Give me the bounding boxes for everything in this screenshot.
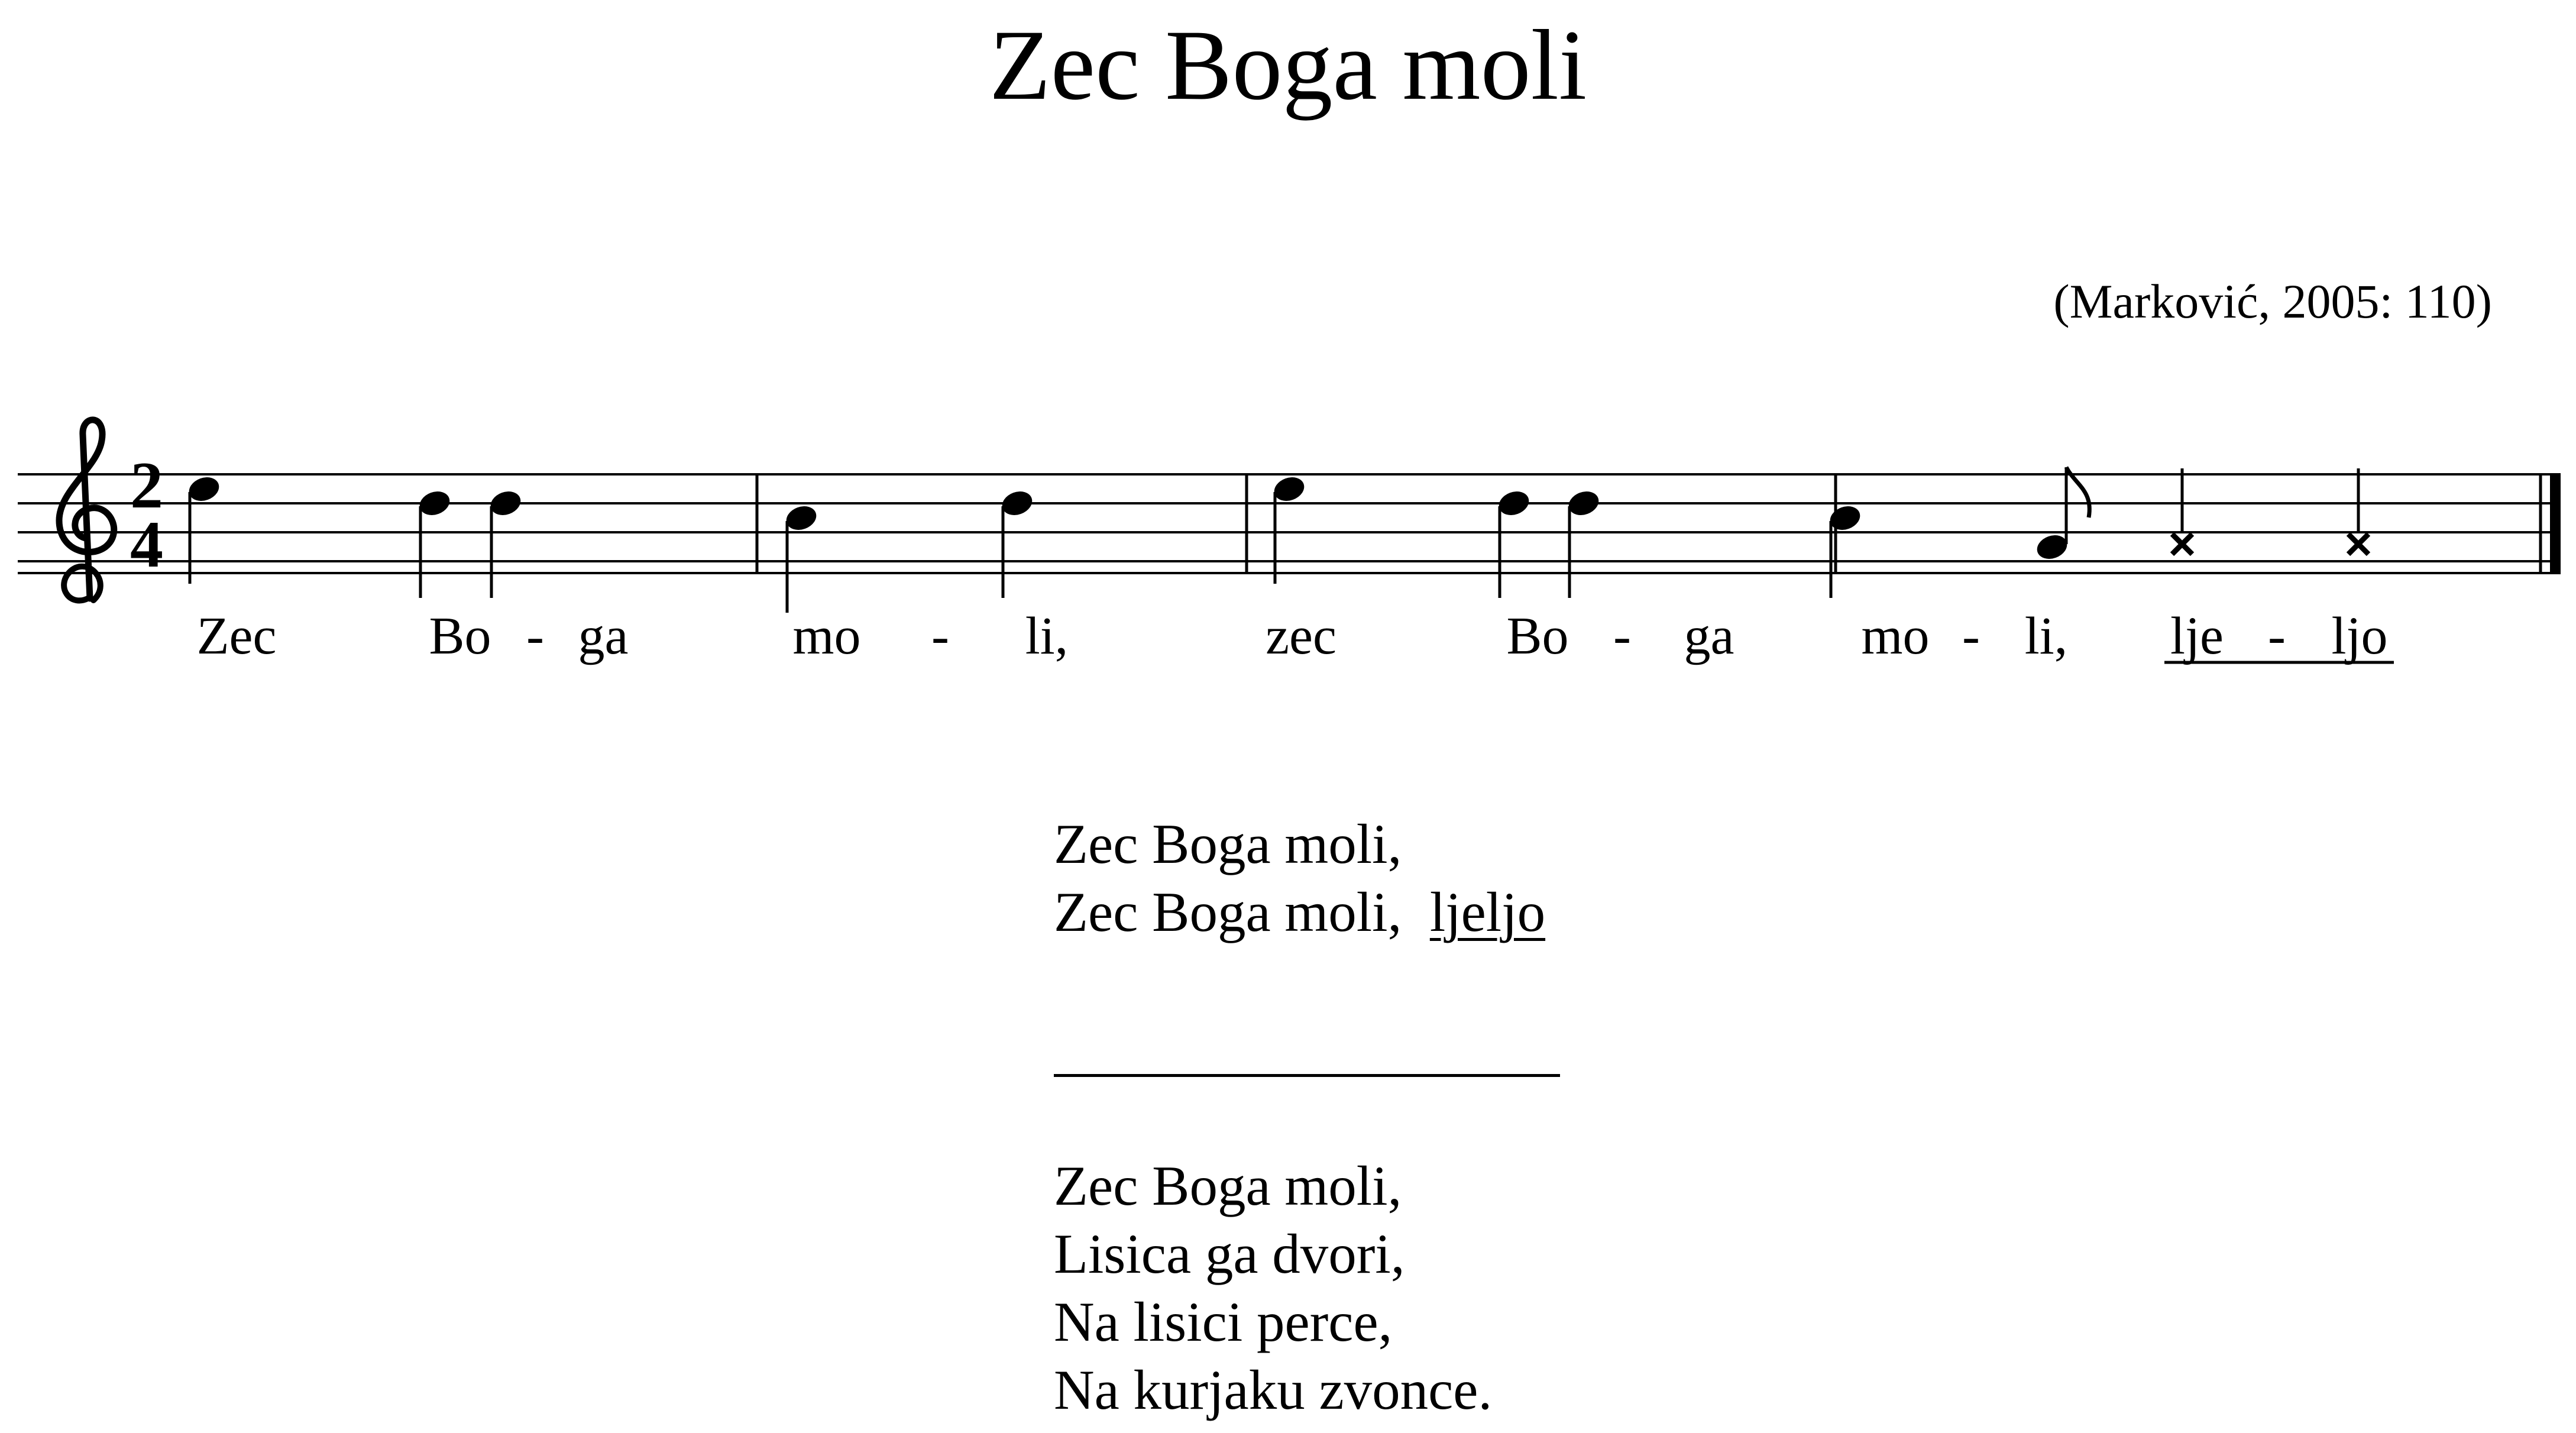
lyric-hyphen: - xyxy=(2268,607,2286,665)
time-signature-bottom: 4 xyxy=(130,508,163,581)
song-title: Zec Boga moli xyxy=(989,9,1587,121)
lyric-syllable: ga xyxy=(578,607,629,665)
notes xyxy=(186,467,2368,613)
verse-line: Zec Boga moli, xyxy=(1054,813,1402,875)
lyric-syllable: zec xyxy=(1266,607,1336,665)
verse-line: Na kurjaku zvonce. xyxy=(1054,1358,1493,1421)
final-barline-thick xyxy=(2550,473,2561,574)
verse-line: Zec Boga moli, ljeljo xyxy=(1054,881,1546,943)
lyric-hyphen: - xyxy=(931,607,949,665)
refrain-underlined: ljeljo xyxy=(1429,881,1546,943)
lyrics-line xyxy=(197,607,2388,665)
lyric-syllable: Zec xyxy=(196,607,277,665)
lyric-syllable: ljo xyxy=(2331,607,2388,665)
verse-line: Na lisici perce, xyxy=(1054,1290,1393,1353)
time-signature-top: 2 xyxy=(130,449,163,522)
lyric-hyphen: - xyxy=(1962,607,1980,665)
lyric-syllable: Bo xyxy=(1506,607,1569,665)
lyric-hyphen: - xyxy=(1613,607,1631,665)
barlines xyxy=(757,474,2541,573)
verse-line: Lisica ga dvori, xyxy=(1054,1222,1405,1285)
lyric-syllable: ga xyxy=(1684,607,1734,665)
music-staff xyxy=(0,0,2576,710)
lyric-syllable: mo xyxy=(792,607,861,665)
verse-1 xyxy=(1054,810,1545,946)
lyric-syllable: li, xyxy=(2024,607,2068,665)
source-citation: (Marković, 2005: 110) xyxy=(2053,274,2492,328)
separator-line xyxy=(1054,1074,1560,1077)
verse-2 xyxy=(1054,1152,1492,1424)
lyric-syllable: lje xyxy=(2170,607,2224,665)
verse-line: Zec Boga moli, xyxy=(1054,1154,1402,1217)
lyric-syllable: Bo xyxy=(429,607,491,665)
lyric-hyphen: - xyxy=(526,607,544,665)
lyric-syllable: mo xyxy=(1861,607,1930,665)
lyric-syllable: li, xyxy=(1025,607,1069,665)
